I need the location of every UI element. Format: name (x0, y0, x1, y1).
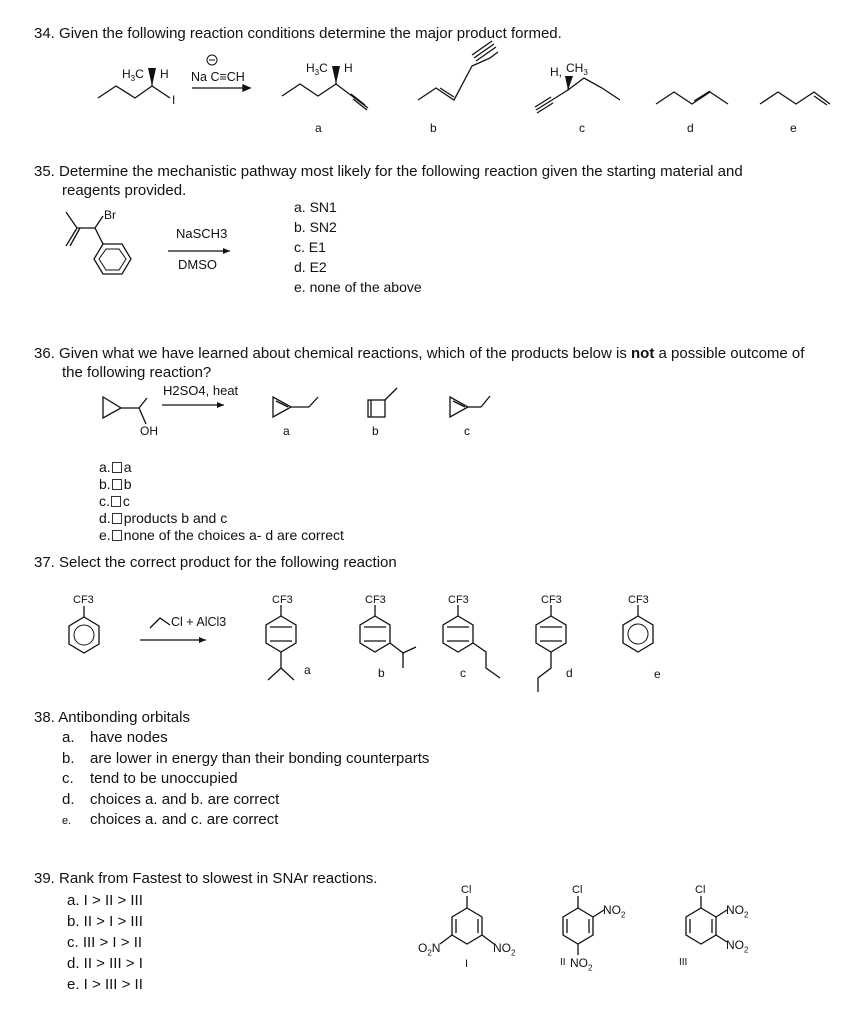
q36-number: 36. (34, 345, 55, 362)
q36-reagent-text: H2SO4, heat (163, 383, 239, 398)
q34-text: Given the following reaction conditions determine the major product formed. (59, 25, 562, 42)
q37-label-e: e (654, 667, 661, 681)
svg-text:H3C: $H_3C$ (122, 67, 144, 83)
q37-cf3-a: CF3 (272, 594, 293, 606)
q34-label-d: d (687, 121, 694, 135)
q38-number: 38. (34, 709, 55, 726)
q36-text-bold: not (631, 345, 655, 362)
q39-number: 39. (34, 870, 55, 887)
q37-cf3-d: CF3 (541, 594, 562, 606)
svg-text:H: H (344, 61, 353, 75)
q34-label-a: a (315, 121, 322, 135)
q38-option-a-text: have nodes (90, 729, 168, 746)
q35-prompt-line2: reagents provided. (62, 182, 187, 199)
q37-label-d: d (566, 666, 573, 680)
svg-text:H3C: $H_3C$ (306, 61, 328, 77)
q39-I-o2n: $O_2N$ (418, 941, 441, 958)
q34-reagent: Na C≡CH (191, 70, 245, 84)
q39-option-b[interactable]: b. II > I > III (67, 913, 143, 930)
q39-III-no2-bottom: $NO_2$ (726, 938, 749, 955)
q36-option-e-text: none of the choices a- d are correct (123, 527, 344, 543)
q35-number: 35. (34, 163, 55, 180)
q36-option-b-letter: b. (99, 476, 111, 492)
q39-option-d[interactable]: d. II > III > I (67, 955, 143, 972)
q36-text-pre: Given what we have learned about chemical reactions, which of the products below is (59, 345, 632, 362)
q35-reagent-above: NaSCH3 (176, 226, 228, 241)
q39-III-cl: Cl (695, 884, 706, 896)
q36-option-e-letter: e. (99, 527, 111, 543)
q38-option-d-letter: d. (62, 790, 75, 808)
q35-reagent-below: DMSO (178, 257, 217, 272)
q37-text: Select the correct product for the following reaction (59, 554, 397, 571)
q36-label-a: a (283, 424, 290, 438)
q39-option-c[interactable]: c. III > I > II (67, 934, 143, 951)
q38-option-a-letter: a. (62, 729, 75, 746)
q38-option-e-text: choices a. and c. are correct (90, 811, 279, 828)
q37-number: 37. (34, 554, 55, 571)
q37-cf3-c: CF3 (448, 594, 469, 606)
q34-number: 34. (34, 25, 55, 42)
q37-cf3-e: CF3 (628, 594, 649, 606)
q37-label-a: a (304, 663, 311, 677)
q36-option-b-text: b (123, 476, 132, 492)
q39-label-II: II (560, 957, 566, 968)
q39-III-no2-top: $NO_2$ (726, 903, 749, 920)
q34-label-c: c (579, 121, 585, 135)
q39-II-no2-top: $NO_2$ (603, 903, 626, 920)
q37-cf3-text: CF3 (73, 594, 94, 606)
q38-option-b-text: are lower in energy than their bonding counterparts (90, 749, 430, 767)
q36-option-a-letter: a. (99, 459, 111, 475)
q36-label-b: b (372, 424, 379, 438)
q39-option-a[interactable]: a. I > II > III (67, 892, 143, 909)
q38-option-b-letter: b. (62, 749, 75, 767)
q39-I-cl: Cl (461, 884, 472, 896)
q39-text: Rank from Fastest to slowest in SNAr reactions. (59, 870, 378, 887)
q35-option-e[interactable]: e. none of the above (294, 279, 422, 295)
svg-text:I: I (172, 93, 176, 107)
q35-option-b[interactable]: b. SN2 (294, 219, 337, 235)
q35-option-d[interactable]: d. E2 (294, 259, 327, 275)
q38-option-d-text: choices a. and b. are correct (90, 790, 280, 808)
q39-label-I: I (465, 958, 469, 970)
q37-cf3-b: CF3 (365, 594, 386, 606)
q39-II-cl: Cl (572, 884, 583, 896)
q37-label-b: b (378, 666, 385, 680)
q35-option-c[interactable]: c. E1 (294, 239, 326, 255)
q38-option-e-letter: e. (62, 815, 72, 827)
q35-substituent: Br (104, 208, 116, 222)
q39-II-no2-bottom: $NO_2$ (570, 956, 593, 973)
q36-text-post: a possible outcome of (654, 345, 805, 362)
svg-text:H,: H, (550, 65, 562, 79)
q36-option-a-text: a (123, 459, 132, 475)
q34-label-b: b (430, 121, 437, 135)
q35-text-line1: Determine the mechanistic pathway most likely for the following reaction given the starting material and (59, 163, 743, 180)
q34-label-e: e (790, 121, 797, 135)
q38-text: Antibonding orbitals (58, 709, 190, 726)
q36-option-c-letter: c. (99, 493, 110, 509)
q36-option-d-letter: d. (99, 510, 111, 526)
q39-label-III: III (679, 957, 688, 968)
q38-option-c-letter: c. (62, 770, 74, 787)
q36-option-d-text: products b and c (123, 510, 228, 526)
svg-text:H: H (160, 67, 169, 81)
q39-option-e[interactable]: e. I > III > II (67, 976, 143, 993)
q37-reagent: Cl + AlCl3 (171, 615, 227, 629)
q35-option-a[interactable]: a. SN1 (294, 199, 337, 215)
q36-prompt-line2: the following reaction? (62, 364, 212, 381)
q36-option-c-text: c (122, 493, 130, 509)
svg-text:CH3: $CH_3$ (566, 61, 588, 77)
q36-substituent: OH (140, 424, 158, 438)
q39-I-no2: $NO_2$ (493, 941, 516, 958)
q37-label-c: c (460, 666, 466, 680)
q36-label-c: c (464, 424, 470, 438)
q38-option-c-text: tend to be unoccupied (90, 770, 238, 787)
